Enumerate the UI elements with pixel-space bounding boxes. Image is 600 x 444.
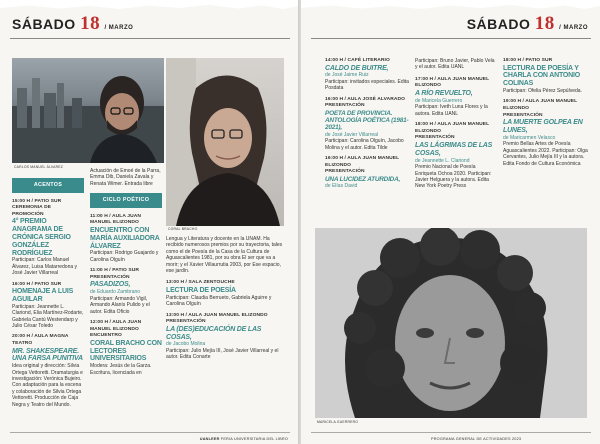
event-title: POETA DE PROVINCIA. ANTOLOGÍA POÉTICA (1981-2021), [325, 109, 409, 132]
event-item [12, 282, 84, 330]
event-sub: CEREMONIA DE PROMOCIÓN [12, 205, 52, 217]
photo-illustration-3 [315, 228, 587, 418]
event-item [325, 156, 411, 190]
event-title: ENCUENTRO CON MARÍA AUXILIADORA ÁLVAREZ [90, 227, 160, 250]
event-body: Premio Bellas Artes de Poesía Aguascalientes 2022. Participan: Olga Cervantes, Julio Mejía III y la autora. Edita Fondo de Cultura Económica [503, 141, 588, 167]
page-header-left [12, 13, 133, 35]
event-title: MR. SHAKESPEARE. UNA FARSA PUNITIVA [12, 347, 83, 363]
section-acentos: ACENTOS [12, 178, 84, 193]
event-author: de Jeannette L. Clariond [415, 157, 470, 164]
header-number: 18 [534, 13, 555, 34]
event-body: Participan: invitados especiales. Edita Posdata [325, 78, 409, 92]
event-body-continued: Actuación de Emoé de la Parra, Emma Dib, Daniela Zavala y Renata Wimer. Entrada libre [90, 168, 161, 187]
event-sub: PRESENTACIÓN [325, 103, 365, 109]
event-sub: PRESENTACIÓN [166, 319, 206, 325]
event-title: LECTURA DE POESÍA [166, 287, 236, 295]
event-meta: 15:00 H / PATIO SUR [12, 198, 62, 204]
event-title: PASADIZOS, [90, 281, 131, 289]
event-author: de Eduardo Zambrano [90, 289, 141, 296]
event-item [503, 99, 589, 167]
event-meta: 12:00 H / AULA JUAN MANUEL ELIZONDO [90, 320, 142, 332]
footer-divider [311, 432, 591, 433]
footer-text: FERIA UNIVERSITARIA DEL LIBRO [220, 437, 288, 441]
photo-caption-3: MARICELA GUERRERO [317, 420, 359, 424]
event-title: 4° PREMIO ANAGRAMA DE CRÓNICA SERGIO GONZÁLEZ RODRÍGUEZ [12, 218, 71, 257]
event-sub: ENCUENTRO [90, 333, 122, 339]
event-meta: 11:00 H / PATIO SUR [90, 268, 140, 274]
column-a [12, 176, 84, 413]
event-body: Participan: Carlos Manuel Álvarez, Luisa Matarredona y José Javier Villarreal [12, 257, 78, 277]
event-body-continued: Lengua y Literatura y docente en la UNAM. Ha recibido numerosos premios por su trayectoria, tales como el de Poesía de la Casa de la Cultura de Aguascalientes 1981, por su obra El ser que va a morir; y el Xavier Villaurrutia 2003, por Ese espacio, ese jardín. [166, 236, 283, 275]
author-photo-maricela [315, 228, 587, 418]
right-page [301, 0, 600, 444]
column-e [415, 58, 497, 195]
header-day: SÁBADO [12, 16, 76, 32]
header-day: SÁBADO [466, 16, 531, 32]
event-title: CALDO DE BUITRE, [325, 64, 389, 72]
event-meta: 16:00 H / AULA JOSÉ ALVARADO [325, 96, 406, 102]
footer-right: PROGRAMA GENERAL DE ACTIVIDADES 2023 [431, 437, 522, 441]
event-title: LECTURA DE POESÍA Y CHARLA CON ANTONIO COLINAS [503, 64, 581, 88]
column-b [90, 168, 162, 381]
event-item [12, 199, 84, 277]
event-title: LA (DES)EDUCACIÓN DE LAS COSAS, [166, 325, 262, 341]
event-body: Participan: Rodrigo Guajardo y Carolina Olguín [90, 250, 159, 263]
event-title: LA MUERTE GOLPEA EN LUNES, [503, 119, 583, 134]
left-page [0, 0, 299, 444]
header-month: / MARZO [104, 25, 134, 31]
photo-caption-1: CARLOS MANUEL ÁLVAREZ [14, 165, 63, 169]
event-item [90, 268, 162, 315]
header-month: / MARZO [559, 25, 588, 31]
event-title: HOMENAJE A LUIS AGUILAR [12, 288, 74, 303]
footer-brand: UANLEER [199, 437, 220, 441]
event-meta: 14:00 H / CAFÉ LITERARIO [325, 58, 390, 63]
event-meta: 13:00 H / SALA ZENTOUCHE [166, 280, 235, 286]
event-author: de Elías David [325, 182, 358, 189]
author-photo-coral [166, 58, 284, 226]
event-item [166, 313, 286, 361]
event-meta: 18:00 H / PATIO SUR [503, 58, 553, 63]
event-author: de Maricela Guerrero [415, 97, 463, 104]
event-item [90, 320, 162, 376]
photo-illustration-2 [166, 58, 284, 226]
event-body: Participan: Iveth Luna Flores y la autora. Edita UANL [415, 104, 488, 117]
event-sub: PRESENTACIÓN [90, 274, 130, 280]
event-body: Participan: Ofelia Pérez Sepúlveda. [503, 87, 582, 94]
column-c [166, 236, 286, 366]
event-author: de Maricarmen Velasco [503, 134, 556, 141]
event-item [90, 214, 162, 263]
event-title: CORAL BRACHO CON LECTORES UNIVERSITARIOS [90, 339, 162, 363]
event-author: de José Jaime Ruiz [325, 72, 369, 79]
footer-divider [10, 432, 290, 433]
page-header-right [467, 13, 588, 35]
event-meta: 18:00 H / AULA JUAN MANUEL ELIZONDO [415, 122, 490, 134]
event-title: LAS LÁGRIMAS DE LAS COSAS, [415, 141, 493, 157]
event-sub: PRESENTACIÓN [503, 112, 543, 118]
event-meta: 16:00 H / AULA JUAN MANUEL ELIZONDO [325, 156, 400, 168]
event-meta: 17:00 H / AULA JUAN MANUEL ELIZONDO [415, 76, 490, 89]
event-meta: 20:00 H / AULA MAGNA [12, 334, 69, 340]
event-item [325, 58, 411, 92]
event-body: Participan: Jeannette L. Clariond, Elia Martínez-Rodarte, Gabriela Cantú Westendarp y Julio César Toledo [12, 303, 84, 329]
event-author: de José Javier Villarreal [325, 131, 378, 138]
event-body-continued: Participan: Bruno Javier, Pablo Vela y el autor. Edita UANL [415, 58, 495, 71]
event-item [415, 122, 497, 190]
event-body: Participan: Armando Vigil, Armando Alanís Pulido y el autor. Edita Oficio [90, 295, 150, 315]
footer-left [200, 437, 288, 441]
photo-caption-2: CORAL BRACHO [168, 227, 198, 231]
event-item [166, 280, 286, 307]
event-author: de Jacobo Molina [166, 341, 206, 348]
event-item [415, 77, 497, 117]
event-sub: PRESENTACIÓN [325, 169, 365, 175]
column-d [325, 58, 411, 195]
column-f [503, 58, 589, 172]
event-title: UNA LUCIDEZ ATURDIDA, [325, 175, 401, 183]
event-body: Premio Nacional de Poesía Enriqueta Ochoa 2020. Participan: Javier Helguera y la autora. Edita New York Poetry Press [415, 164, 492, 190]
photo-illustration [12, 58, 164, 163]
torn-edge [0, 0, 298, 10]
event-meta: 19:00 H / AULA JUAN MANUEL ELIZONDO [503, 99, 578, 111]
event-sub: TEATRO [12, 340, 33, 346]
event-meta: 11:00 H / AULA JUAN MANUEL ELIZONDO [90, 213, 141, 226]
header-divider [311, 38, 591, 39]
event-meta: 13:00 H / AULA JUAN MANUEL ELIZONDO [166, 312, 268, 318]
event-item [12, 334, 84, 408]
event-title: A RÍO REVUELTO, [415, 90, 473, 97]
event-body: Modera: Jesús de la Garza. Escritura, licenciada en [90, 363, 152, 376]
section-ciclo-poetico: CICLO POÉTICO [90, 193, 162, 208]
event-item [503, 58, 589, 94]
event-body: Participan: Carolina Olguín, Jacobo Molina y el autor. Edita Tilde [325, 138, 404, 151]
event-sub: PRESENTACIÓN [415, 135, 455, 141]
event-meta: 16:00 H / PATIO SUR [12, 281, 62, 287]
torn-edge [301, 0, 600, 10]
event-body: Idea original y dirección: Silvia Ortega Vettoretti. Dramaturgia e investigación: Verónica Bujeiro. Con adaptación para la escena y colaboración de Silvia Ortega Vettoretti. Producción de Caja Negra y Teatro del Mundo. [12, 363, 83, 408]
event-item [325, 97, 411, 151]
author-photo-carlos [12, 58, 164, 163]
event-body: Participan: Claudia Berrueto, Gabriela Aguirre y Carolina Olguín [166, 294, 272, 308]
header-divider [10, 38, 290, 39]
header-number: 18 [80, 13, 101, 34]
event-body: Participan: Julio Mejía III, José Javier Villarreal y el autor. Edita Conarte [166, 348, 279, 361]
